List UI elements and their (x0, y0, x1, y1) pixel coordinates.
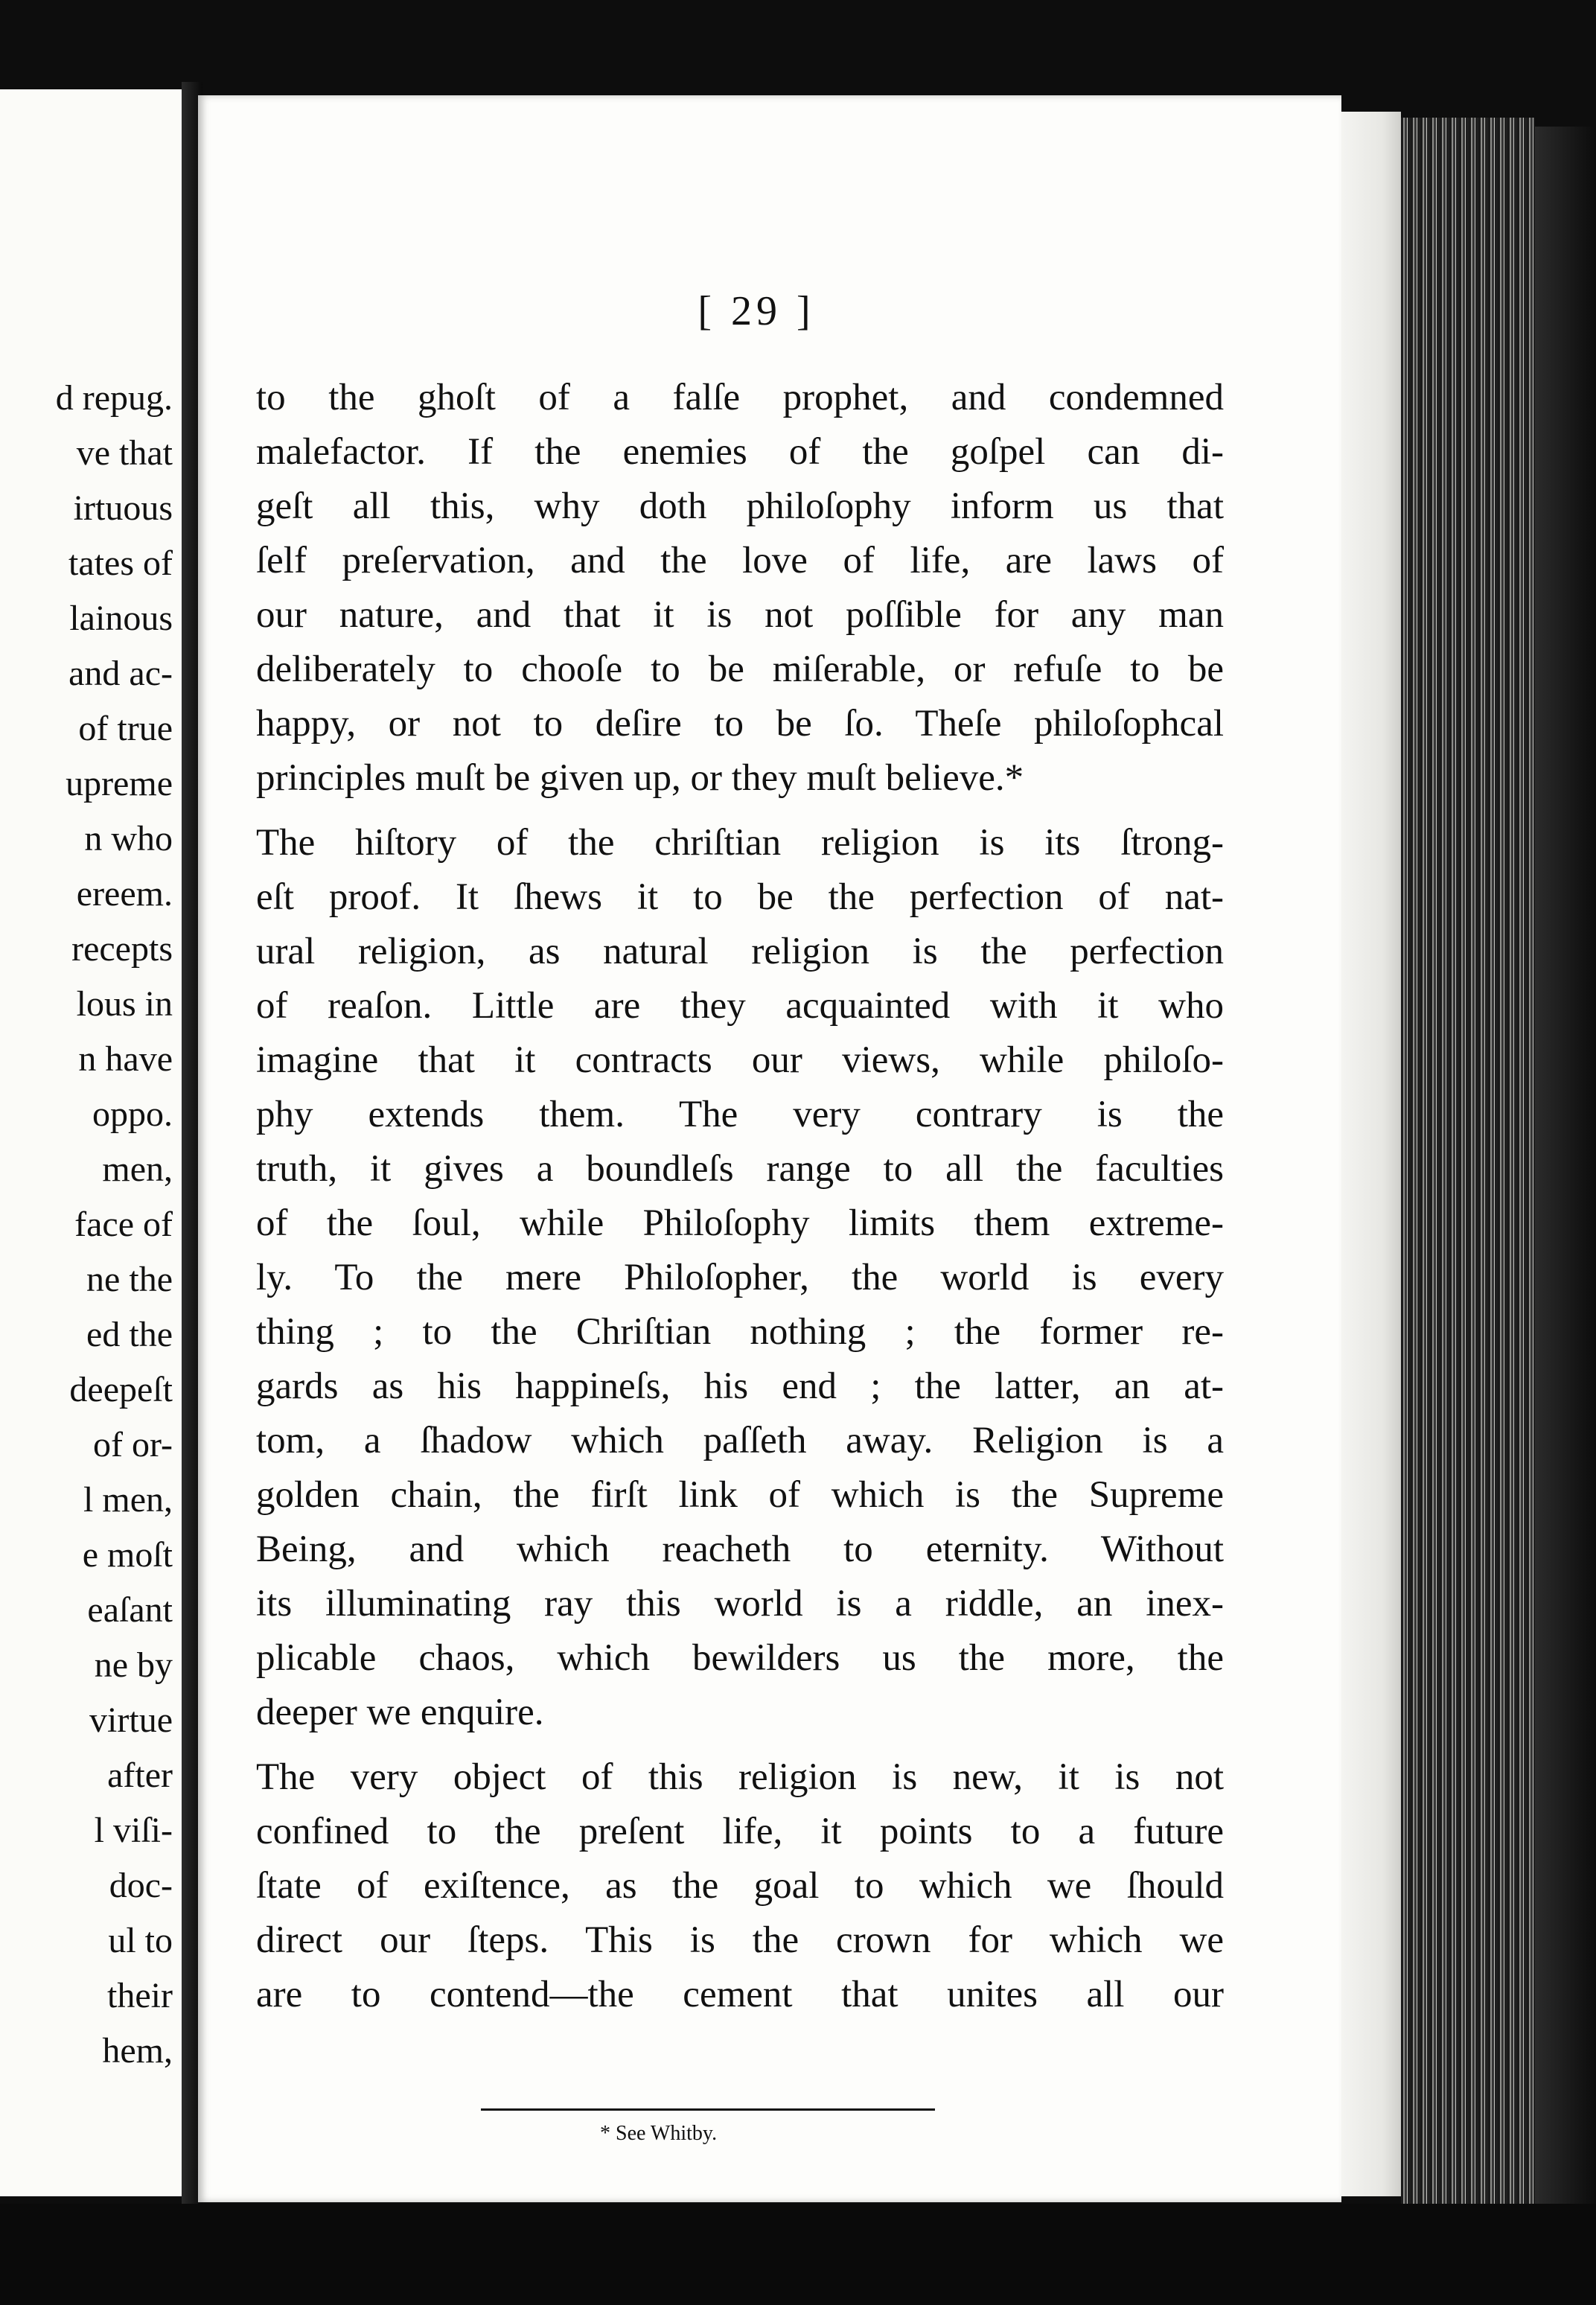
left-text-fragment: upreme (66, 764, 173, 803)
text-line: confined to the preſent life, it points to a future (256, 1811, 1224, 1852)
left-text-fragment: n have (78, 1039, 173, 1079)
text-line: deliberately to chooſe to be miſerable, or refuſe to be (256, 648, 1224, 690)
text-line: of the ſoul, while Philoſophy limits them extreme- (256, 1202, 1224, 1244)
text-line: phy extends them. The very contrary is the (256, 1094, 1224, 1135)
text-line: our nature, and that it is not poſſible for any man (256, 594, 1224, 636)
scanner-bottom-band (0, 2204, 1596, 2305)
left-text-fragment: and ac- (68, 654, 173, 693)
left-text-fragment: deepeſt (69, 1370, 173, 1409)
left-text-fragment: virtue (89, 1700, 173, 1740)
text-line: eſt proof. It ſhews it to be the perfection of nat- (256, 876, 1224, 918)
left-text-fragment: men, (102, 1150, 173, 1189)
book-page-edges (1401, 118, 1535, 2225)
left-text-fragment: tates of (68, 543, 173, 583)
left-text-fragment: after (107, 1756, 173, 1795)
text-line: The very object of this religion is new, it is not (256, 1756, 1224, 1798)
left-text-fragment: of true (78, 709, 173, 748)
page-number: [ 29 ] (698, 288, 815, 334)
left-text-fragment: recepts (71, 929, 173, 969)
text-line: are to contend—the cement that unites all our (256, 1974, 1224, 2015)
left-text-fragment: l men, (83, 1480, 173, 1520)
text-line: of reaſon. Little are they acquainted with it who (256, 985, 1224, 1027)
text-line: gards as his happineſs, his end ; the latter, an at- (256, 1365, 1224, 1407)
text-line: golden chain, the firſt link of which is the Supreme (256, 1474, 1224, 1516)
left-text-fragment: eaſant (87, 1590, 173, 1630)
text-line: imagine that it contracts our views, while philoſo- (256, 1039, 1224, 1081)
left-page-text (56, 371, 173, 2079)
left-text-fragment: ve that (76, 433, 173, 473)
text-line: Being, and which reacheth to eternity. Without (256, 1528, 1224, 1570)
text-line: direct our ſteps. This is the crown for which we (256, 1919, 1224, 1961)
text-line: malefactor. If the enemies of the goſpel can di- (256, 431, 1224, 473)
text-line: to the ghoſt of a falſe prophet, and condemned (256, 377, 1224, 418)
left-text-fragment: oppo. (92, 1094, 173, 1134)
left-text-fragment: their (107, 1976, 173, 2015)
paragraph-gap (256, 806, 1224, 816)
left-text-fragment: of or- (93, 1425, 173, 1464)
left-text-fragment: ul to (108, 1921, 173, 1960)
body-text (256, 371, 1224, 2022)
text-line: deeper we enquire. (256, 1692, 544, 1733)
footnote: * See Whitby. (600, 2122, 718, 2145)
text-line: truth, it gives a boundleſs range to all the faculties (256, 1148, 1224, 1190)
text-line: plicable chaos, which bewilders us the more, the (256, 1637, 1224, 1679)
left-text-fragment: hem, (102, 2031, 173, 2070)
left-text-fragment: n who (84, 819, 173, 858)
paragraph-gap (256, 1740, 1224, 1750)
left-text-fragment: ereem. (76, 874, 173, 914)
left-text-fragment: ne by (94, 1645, 173, 1685)
text-line: ſelf preſervation, and the love of life, are laws of (256, 540, 1224, 581)
text-line: The hiſtory of the chriſtian religion is its ſtrong- (256, 822, 1224, 864)
text-line: ſtate of exiſtence, as the goal to which we ſhould (256, 1865, 1224, 1907)
left-text-fragment: face of (74, 1205, 173, 1244)
footnote-rule (481, 2108, 935, 2111)
text-line: thing ; to the Chriſtian nothing ; the former re- (256, 1311, 1224, 1353)
text-line: geſt all this, why doth philoſophy inform us that (256, 485, 1224, 527)
page-edge (1341, 112, 1401, 2196)
left-text-fragment: e moſt (82, 1535, 173, 1575)
left-text-fragment: lous in (76, 984, 173, 1024)
book-cover-edge (1535, 127, 1596, 2234)
text-line: ly. To the mere Philoſopher, the world is every (256, 1257, 1224, 1298)
main-page (198, 95, 1341, 2202)
left-text-fragment: lainous (69, 599, 173, 638)
left-facing-page (0, 89, 191, 2196)
text-line: ural religion, as natural religion is the perfection (256, 931, 1224, 972)
text-line: tom, a ſhadow which paſſeth away. Religion is a (256, 1420, 1224, 1461)
text-line: happy, or not to deſire to be ſo. Theſe philoſophcal (256, 703, 1224, 745)
left-text-fragment: doc- (109, 1866, 173, 1905)
left-text-fragment: ne the (86, 1260, 173, 1299)
left-text-fragment: l viſi- (94, 1811, 173, 1850)
left-text-fragment: d repug. (55, 378, 173, 418)
text-line: its illuminating ray this world is a riddle, an inex- (256, 1583, 1224, 1625)
text-line: principles muſt be given up, or they muſt believe.* (256, 757, 1024, 799)
left-text-fragment: irtuous (73, 488, 173, 528)
left-text-fragment: ed the (86, 1315, 173, 1354)
